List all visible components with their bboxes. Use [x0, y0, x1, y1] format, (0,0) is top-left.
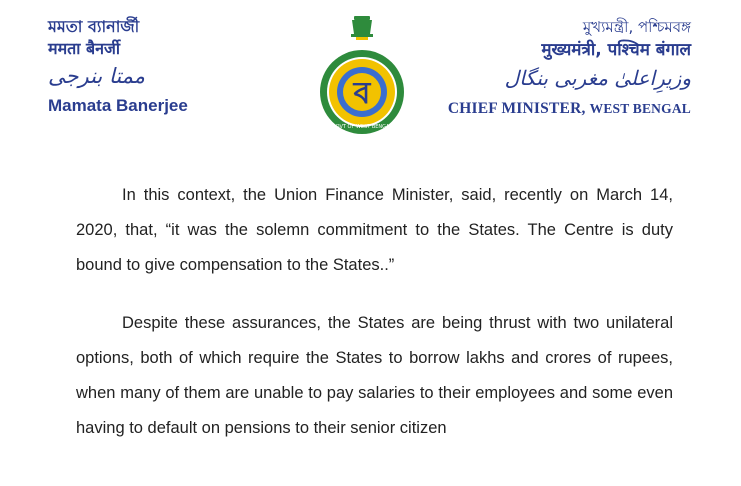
name-bengali: মমতা ব্যানার্জী [48, 17, 140, 36]
designation-english [448, 100, 691, 118]
designation-bengali: মুখ্যমন্ত্রী, পশ্চিমবঙ্গ [582, 18, 691, 36]
sender-name-block [48, 16, 188, 116]
paragraph: Despite these assurances, the States are being thrust with two unilateral options, both of which require the States to borrow lakhs and crores of rupees, when many of them are unable to pay salaries to their employees and some even having to default on pensions to their senior citizen [76, 314, 673, 437]
emblem-center-letter: ব [353, 76, 371, 111]
letterhead [0, 0, 741, 140]
name-hindi: ममता बैनर्जी [48, 39, 121, 58]
designation-english-main: CHIEF MINISTER, [447, 100, 586, 117]
name-urdu: ممتا بنرجی [48, 64, 146, 88]
paragraph: In this context, the Union Finance Minister, said, recently on March 14, 2020, that, “it was the solemn commitment to the States. The Centre is duty bound to give compensation to the States..” [76, 186, 673, 274]
designation-english-sub: WEST BENGAL [589, 101, 691, 116]
state-emblem [316, 12, 408, 136]
emblem-graphic [316, 12, 408, 136]
lion-capital-icon [351, 16, 373, 40]
name-english: Mamata Banerjee [48, 96, 188, 115]
letter-body [76, 178, 673, 446]
designation-block [448, 16, 691, 118]
emblem-ring-text: GOVT OF WEST BENGAL [331, 124, 393, 130]
designation-urdu: وزیرِاعلیٰ مغربی بنگال [504, 66, 691, 90]
designation-hindi: मुख्यमंत्री, पश्चिम बंगाल [541, 40, 691, 60]
